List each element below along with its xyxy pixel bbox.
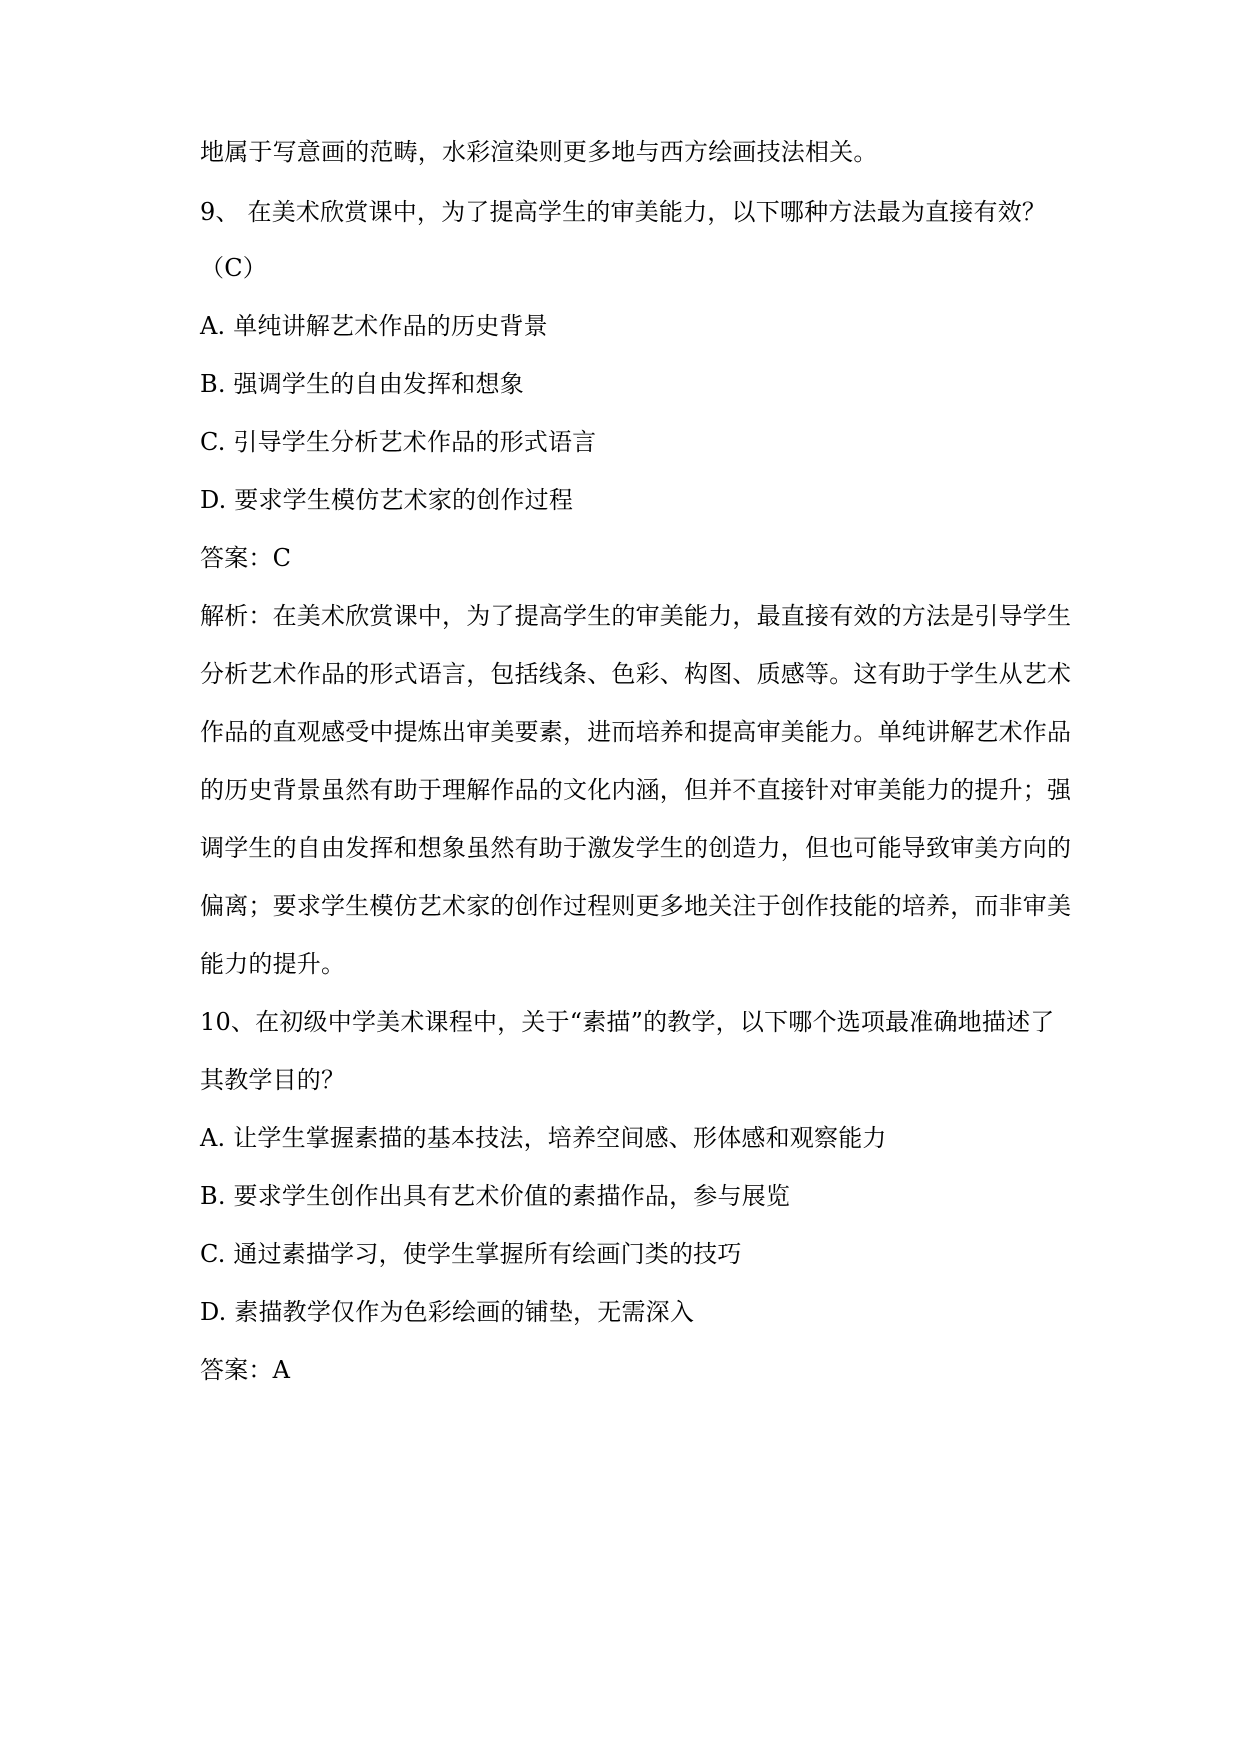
question-9-option-d: D. 要求学生模仿艺术家的创作过程	[200, 486, 574, 514]
question-10-option-a: A. 让学生掌握素描的基本技法，培养空间感、形体感和观察能力	[200, 1124, 887, 1152]
question-9-analysis-line: 分析艺术作品的形式语言，包括线条、色彩、构图、质感等。这有助于学生从艺术	[200, 660, 1072, 688]
question-10-answer: 答案：A	[200, 1356, 291, 1384]
question-10-option-d: D. 素描教学仅作为色彩绘画的铺垫，无需深入	[200, 1298, 695, 1326]
question-9-option-a: A. 单纯讲解艺术作品的历史背景	[200, 312, 548, 340]
question-9-answer: 答案：C	[200, 544, 292, 572]
continued-paragraph: 地属于写意画的范畴，水彩渲染则更多地与西方绘画技法相关。	[200, 138, 878, 166]
question-9-option-c: C. 引导学生分析艺术作品的形式语言	[200, 428, 597, 456]
question-9-analysis-line: 解析：在美术欣赏课中，为了提高学生的审美能力，最直接有效的方法是引导学生	[200, 602, 1072, 630]
question-9-analysis-line: 调学生的自由发挥和想象虽然有助于激发学生的创造力，但也可能导致审美方向的	[200, 834, 1072, 862]
question-9-stem: 9、 在美术欣赏课中，为了提高学生的审美能力，以下哪种方法最为直接有效？	[200, 198, 1047, 226]
question-10-option-c: C. 通过素描学习，使学生掌握所有绘画门类的技巧	[200, 1240, 742, 1268]
question-10-option-b: B. 要求学生创作出具有艺术价值的素描作品，参与展览	[200, 1182, 791, 1210]
question-9-analysis-line: 偏离；要求学生模仿艺术家的创作过程则更多地关注于创作技能的培养，而非审美	[200, 892, 1072, 920]
question-10-stem-continued: 其教学目的？	[200, 1066, 346, 1094]
question-9-analysis-line: 的历史背景虽然有助于理解作品的文化内涵，但并不直接针对审美能力的提升；强	[200, 776, 1072, 804]
question-10-stem: 10、在初级中学美术课程中，关于“素描”的教学，以下哪个选项最准确地描述了	[200, 1008, 1055, 1036]
question-9-stem-continued: （C）	[200, 254, 267, 282]
question-9-analysis-line: 能力的提升。	[200, 950, 346, 978]
question-9-option-b: B. 强调学生的自由发挥和想象	[200, 370, 524, 398]
question-9-analysis-line: 作品的直观感受中提炼出审美要素，进而培养和提高审美能力。单纯讲解艺术作品	[200, 718, 1072, 746]
